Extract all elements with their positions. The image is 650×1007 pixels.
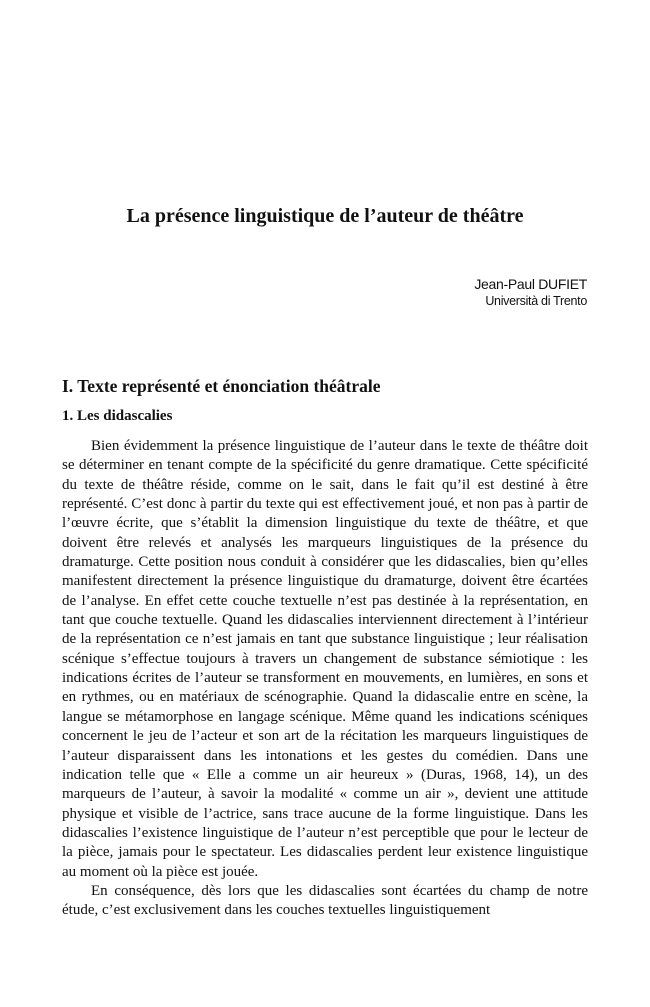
section-heading: I. Texte représenté et énonciation théâtrale [62,376,381,396]
author-block [474,275,587,310]
author-name: Jean-Paul DUFIET [474,276,587,292]
author-affiliation: Università di Trento [485,294,587,308]
article-title: La présence linguistique de l’auteur de théâtre [126,205,524,227]
body-text [62,437,588,921]
paragraph-1: Bien évidemment la présence linguistique de l’auteur dans le texte de théâtre doit se déterminer en tenant compte de la spécificité du genre dramatique. Cette spécificité du texte de théâtre réside, comme on le sait, dans le fait qu’il est destiné à être représenté. C’est donc à partir du texte qui est effectivement joué, et non pas à partir de l’œuvre écrite, que s’établit la dimension linguistique du texte de théâtre, et que doivent être relevés et analysés les marqueurs linguistiques de la présence du dramaturge. Cette position nous conduit à considérer que les didascalies, bien qu’elles manifestent directement la présence linguistique du dramaturge, doivent être écartées de l’analyse. En effet cette couche textuelle n’est pas destinée à la représentation, en tant que couche textuelle. Quand les didascalies interviennent directement à l’intérieur de la représentation ce n’est jamais en tant que substance linguistique ; leur réalisation scénique s’effectue toujours à travers un changement de substance sémiotique : les indications écrites de l’auteur se transforment en mouvements, en lumières, en sons et en rythmes, ou en matériaux de scénographie. Quand la didascalie entre en scène, la langue se métamorphose en langage scénique. Même quand les indications scéniques concernent le jeu de l’acteur et son art de la récitation les marqueurs linguistiques de l’auteur disparaissent dans les intonations et les gestes du comédien. Dans une indication telle que « Elle a comme un air heureux » (Duras, 1968, 14), un des marqueurs de l’auteur, à savoir la modalité « comme un air », devient une attitude physique et visible de l’actrice, sans trace aucune de la forme linguistique. Dans les didascalies l’existence linguistique de l’auteur n’est perceptible que pour le lecteur de la pièce, jamais pour le spectateur. Les didascalies perdent leur existence linguistique au moment où la pièce est jouée. [62,438,588,880]
paragraph-2: En conséquence, dès lors que les didascalies sont écartées du champ de notre étude, c’est exclusivement dans les couches textuelles linguistiquement [62,882,588,919]
subsection-heading: 1. Les didascalies [62,408,173,424]
